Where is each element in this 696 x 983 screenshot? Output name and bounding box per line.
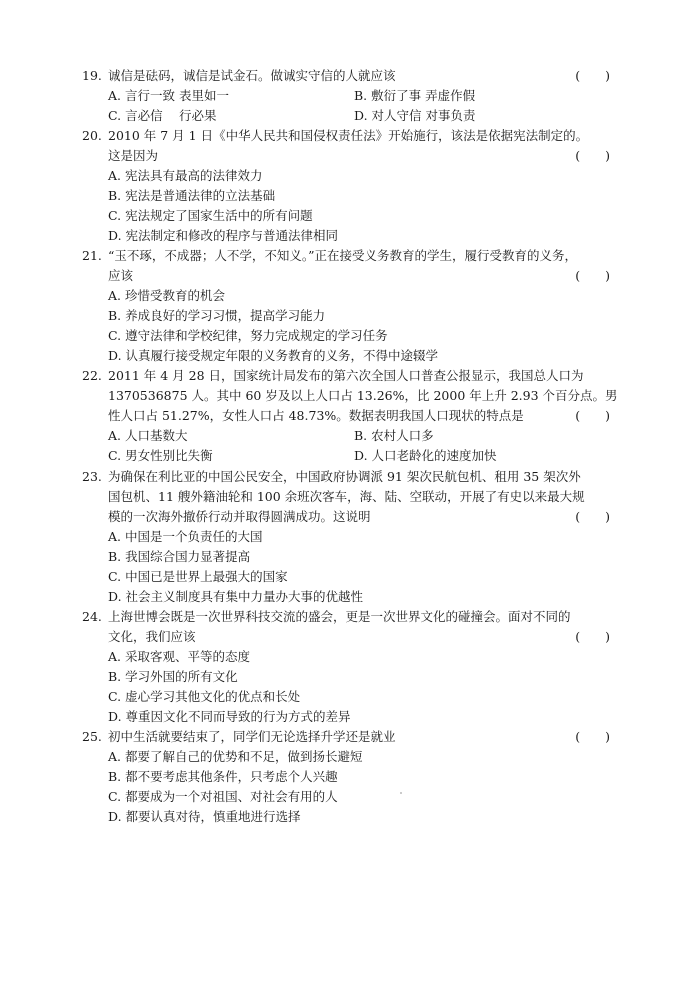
question-stem: 22. 2011 年 4 月 28 日，国家统计局发布的第六次全国人口普查公报显示，我国总人口为 — [82, 366, 622, 386]
option-c: C. 虚心学习其他文化的优点和长处 — [108, 689, 301, 704]
option-c: C. 言必信 行必果 — [108, 108, 217, 123]
question-stem-cont: 文化，我们应该 ( ) — [82, 627, 622, 647]
option-d: D. 对人守信 对事负责 — [354, 108, 476, 123]
option-c: C. 都要成为一个对祖国、对社会有用的人 — [108, 789, 338, 804]
option-a: A. 采取客观、平等的态度 — [108, 649, 250, 664]
question-22 — [82, 366, 622, 466]
option-d: D. 宪法制定和修改的程序与普通法律相同 — [108, 228, 339, 243]
answer-parentheses: ( ) — [575, 629, 610, 644]
scan-speck — [400, 792, 402, 794]
question-stem: 19. 诚信是砝码，诚信是试金石。做诚实守信的人就应该 ( ) — [82, 66, 622, 86]
question-number: 23. — [82, 469, 102, 484]
options — [82, 747, 622, 827]
question-stem: 25. 初中生活就要结束了，同学们无论选择升学还是就业 ( ) — [82, 727, 622, 747]
answer-parentheses: ( ) — [575, 509, 610, 524]
question-21 — [82, 246, 622, 366]
question-stem: 20. 2010 年 7 月 1 日《中华人民共和国侵权责任法》开始施行，该法是依据宪法制定的。 — [82, 126, 622, 146]
question-25 — [82, 727, 622, 827]
question-number: 22. — [82, 368, 102, 383]
option-a: A. 都要了解自己的优势和不足，做到扬长避短 — [108, 749, 363, 764]
option-c: C. 中国已是世界上最强大的国家 — [108, 569, 288, 584]
options — [82, 166, 622, 246]
option-d: D. 人口老龄化的速度加快 — [354, 448, 497, 463]
question-24 — [82, 607, 622, 727]
question-number: 19. — [82, 68, 102, 83]
answer-parentheses: ( ) — [575, 408, 610, 423]
question-number: 25. — [82, 729, 102, 744]
options — [82, 527, 622, 607]
option-d: D. 都要认真对待，慎重地进行选择 — [108, 809, 301, 824]
option-b: B. 宪法是普通法律的立法基础 — [108, 188, 276, 203]
option-b: B. 我国综合国力显著提高 — [108, 549, 251, 564]
question-stem-cont: 模的一次海外撤侨行动并取得圆满成功。这说明 ( ) — [82, 507, 622, 527]
option-a: A. 人口基数大 — [108, 428, 188, 443]
option-d: D. 认真履行接受规定年限的义务教育的义务，不得中途辍学 — [108, 348, 439, 363]
question-number: 20. — [82, 128, 102, 143]
options — [82, 86, 622, 126]
option-b: B. 学习外国的所有文化 — [108, 669, 238, 684]
option-c: C. 遵守法律和学校纪律，努力完成规定的学习任务 — [108, 328, 388, 343]
option-a: A. 中国是一个负责任的大国 — [108, 529, 263, 544]
option-c: C. 男女性别比失衡 — [108, 448, 213, 463]
question-19 — [82, 66, 622, 126]
question-stem: 21. “玉不琢，不成器；人不学，不知义。”正在接受义务教育的学生，履行受教育的义务， — [82, 246, 622, 266]
question-stem-cont: 国包机、11 艘外籍油轮和 100 余班次客车，海、陆、空联动，开展了有史以来最大规 — [108, 489, 585, 504]
option-b: B. 农村人口多 — [354, 428, 434, 443]
answer-parentheses: ( ) — [575, 729, 610, 744]
option-b: B. 都不要考虑其他条件，只考虑个人兴趣 — [108, 769, 338, 784]
options — [82, 426, 622, 466]
question-number: 24. — [82, 609, 102, 624]
option-a: A. 珍惜受教育的机会 — [108, 288, 225, 303]
question-23 — [82, 467, 622, 607]
options — [82, 647, 622, 727]
question-20 — [82, 126, 622, 246]
question-stem-cont: 应该 ( ) — [82, 266, 622, 286]
answer-parentheses: ( ) — [575, 268, 610, 283]
option-d: D. 社会主义制度具有集中力量办大事的优越性 — [108, 589, 364, 604]
question-stem-cont: 这是因为 ( ) — [82, 146, 622, 166]
options — [82, 286, 622, 366]
option-c: C. 宪法规定了国家生活中的所有问题 — [108, 208, 313, 223]
option-d: D. 尊重因文化不同而导致的行为方式的差异 — [108, 709, 351, 724]
answer-parentheses: ( ) — [575, 68, 610, 83]
option-b: B. 敷衍了事 弄虚作假 — [354, 88, 476, 103]
answer-parentheses: ( ) — [575, 148, 610, 163]
question-stem-cont: 性人口占 51.27%，女性人口占 48.73%。数据表明我国人口现状的特点是 ( ) — [82, 406, 622, 426]
question-number: 21. — [82, 248, 102, 263]
question-stem-cont: 1370536875 人。其中 60 岁及以上人口占 13.26%，比 2000 年上升 2.93 个百分点。男 — [108, 388, 618, 403]
option-a: A. 言行一致 表里如一 — [108, 88, 229, 103]
question-stem: 24. 上海世博会既是一次世界科技交流的盛会，更是一次世界文化的碰撞会。面对不同的 — [82, 607, 622, 627]
question-stem: 23. 为确保在利比亚的中国公民安全，中国政府协调派 91 架次民航包机、租用 35 架次外 — [82, 467, 622, 487]
option-a: A. 宪法具有最高的法律效力 — [108, 168, 263, 183]
option-b: B. 养成良好的学习习惯，提高学习能力 — [108, 308, 326, 323]
